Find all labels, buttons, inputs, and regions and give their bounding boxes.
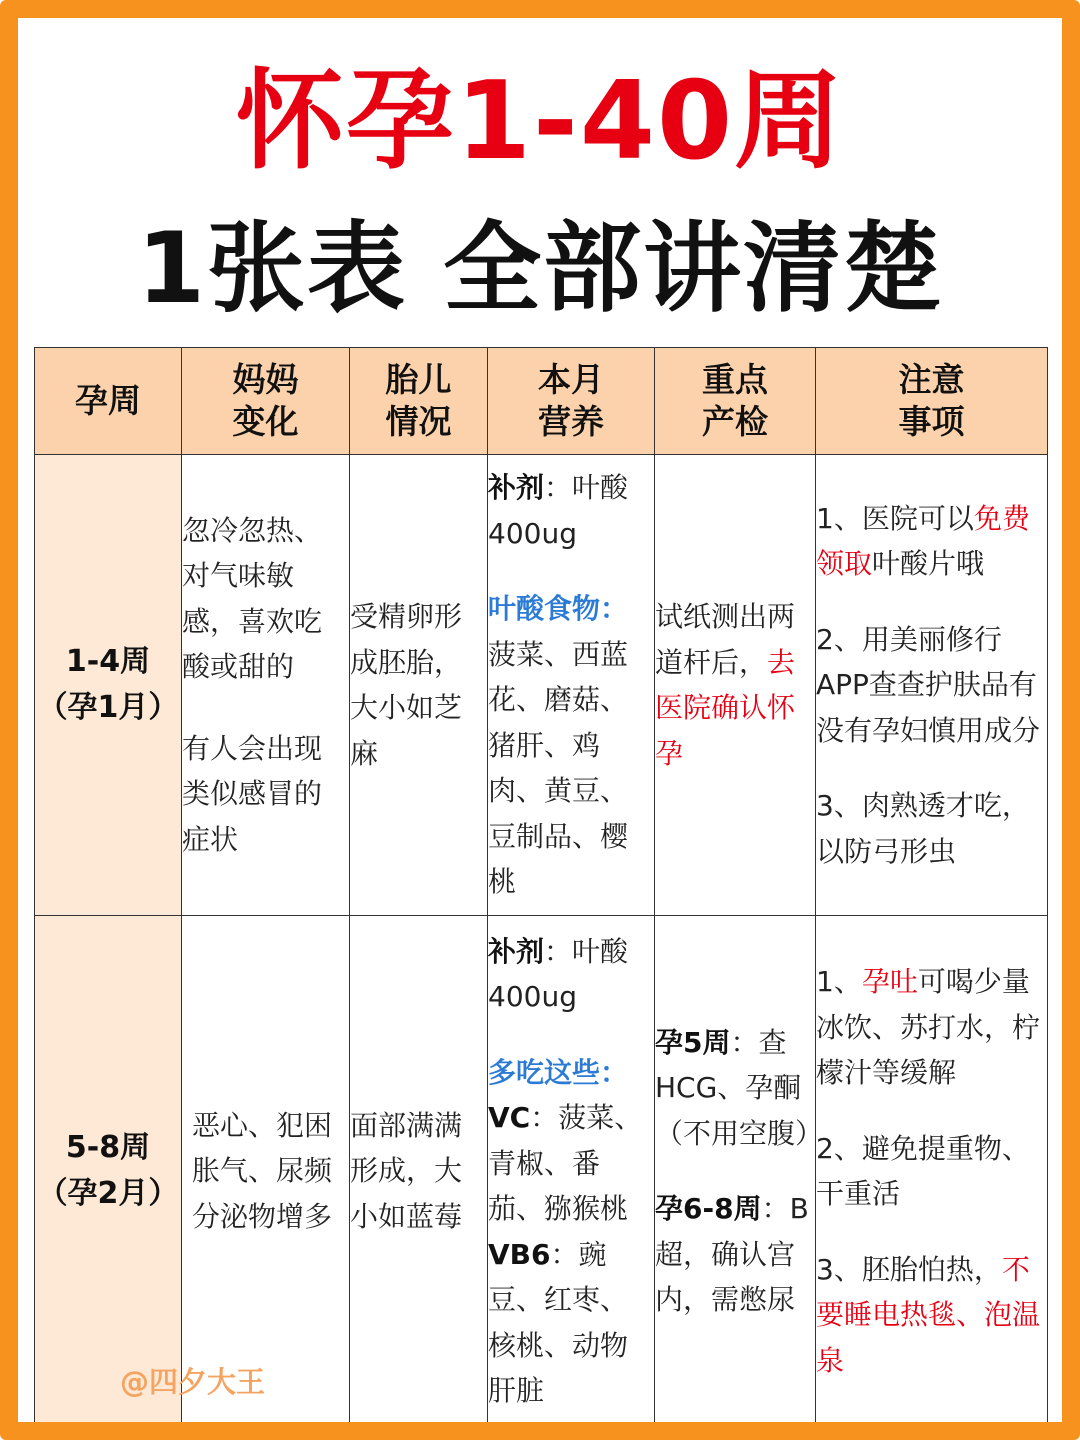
notes-cell: 1、医院可以免费领取叶酸片哦 2、用美丽修行APP查查护肤品有没有孕妇慎用成分 3、肉熟透才吃，以防弓形虫 [816, 455, 1048, 916]
table-header-row [35, 348, 1048, 455]
nutrition-cell: 补剂：叶酸400ug 叶酸食物： 菠菜、西蓝花、磨菇、猪肝、鸡肉、黄豆、豆制品、樱桃 [488, 455, 655, 916]
table-row [35, 916, 1048, 1427]
main-title: 怀孕1-40周 [235, 59, 845, 184]
checkup-cell: 孕5周：查HCG、孕酮（不用空腹） 孕6-8周：B超，确认宫内，需憋尿 [655, 916, 816, 1427]
notes-cell: 1、孕吐可喝少量冰饮、苏打水，柠檬汁等缓解 2、避免提重物、干重活 3、胚胎怕热，不要睡电热毯、泡温泉 [816, 916, 1048, 1427]
header-baby: 胎儿 情况 [350, 348, 488, 455]
mom-change-cell: 忽冷忽热、对气味敏感，喜欢吃酸或甜的 有人会出现类似感冒的症状 [182, 455, 350, 916]
week-cell: 1-4周 （孕1月） [35, 455, 182, 916]
header-nutrition: 本月 营养 [488, 348, 655, 455]
mom-change-cell: 恶心、犯困 胀气、尿频 分泌物增多 [182, 916, 350, 1427]
header-week: 孕周 [35, 348, 182, 455]
baby-status-cell: 受精卵形成胚胎，大小如芝麻 [350, 455, 488, 916]
pregnancy-table [34, 347, 1048, 1427]
baby-status-cell: 面部满满形成，大小如蓝莓 [350, 916, 488, 1427]
checkup-cell: 试纸测出两道杆后，去医院确认怀孕 [655, 455, 816, 916]
header-notes: 注意 事项 [816, 348, 1048, 455]
header-mom: 妈妈 变化 [182, 348, 350, 455]
week-cell: 5-8周 （孕2月） [35, 916, 182, 1427]
nutrition-cell: 补剂：叶酸400ug 多吃这些： VC：菠菜、青椒、番茄、猕猴桃 VB6：豌豆、红枣、核桃、动物肝脏 [488, 916, 655, 1427]
table-row [35, 455, 1048, 916]
author-watermark: @四夕大王 [120, 1365, 266, 1399]
header-checkup: 重点 产检 [655, 348, 816, 455]
sub-title: 1张表 全部讲清楚 [136, 212, 944, 326]
